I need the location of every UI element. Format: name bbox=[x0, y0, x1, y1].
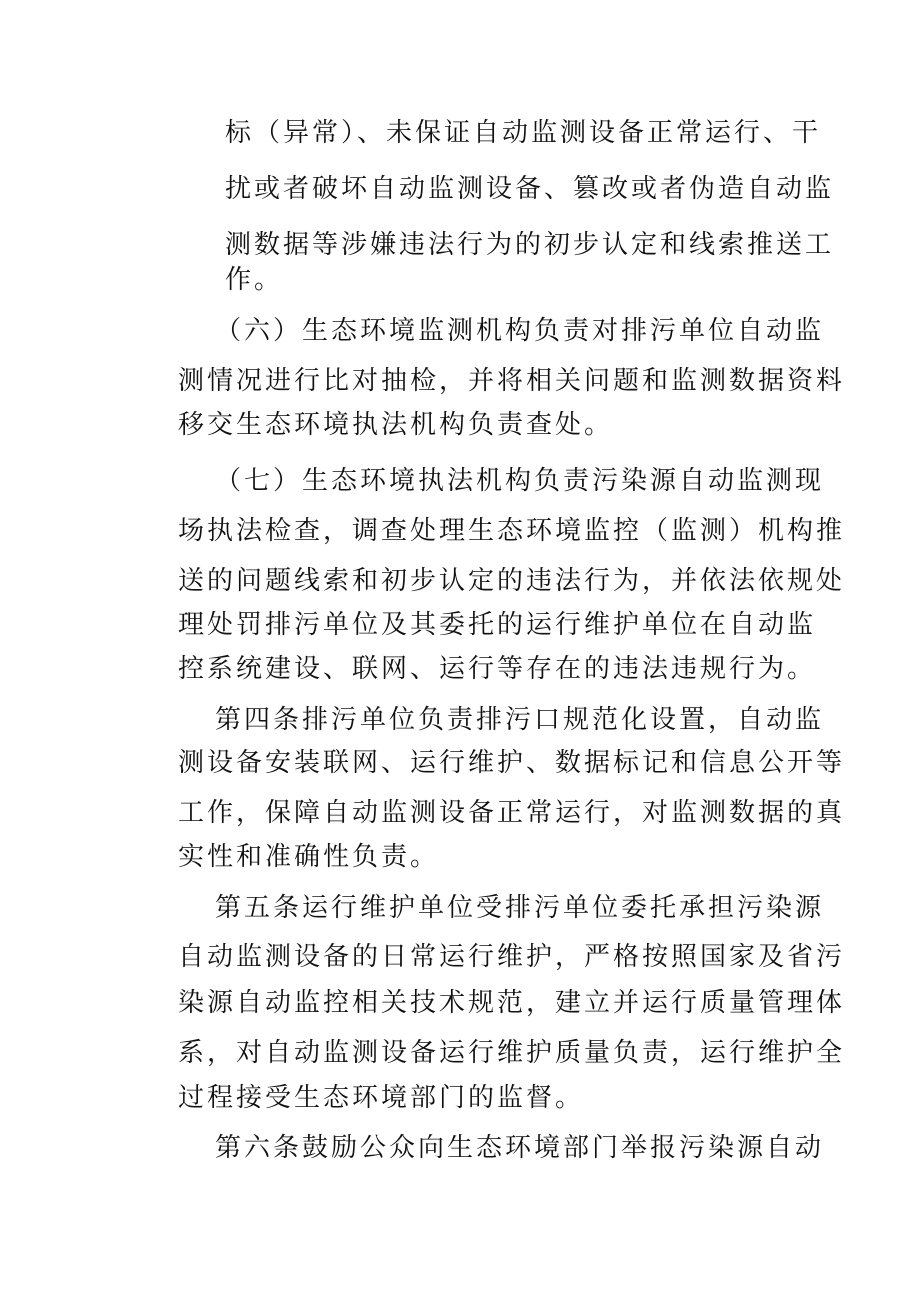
text-line: （六）生态环境监测机构负责对排污单位自动监 bbox=[215, 316, 825, 346]
text-line: 测情况进行比对抽检，并将相关问题和监测数据资料 bbox=[178, 366, 846, 396]
text-line: （七）生态环境执法机构负责污染源自动监测现 bbox=[215, 466, 825, 496]
text-line: 扰或者破坏自动监测设备、篡改或者伪造自动监 bbox=[225, 174, 835, 204]
text-line: 实性和准确性负责。 bbox=[178, 842, 440, 872]
text-line: 测数据等涉嫌违法行为的初步认定和线索推送工 bbox=[225, 230, 835, 260]
text-line: 系，对自动监测设备运行维护质量负责，运行维护全 bbox=[178, 1038, 846, 1068]
text-line: 标（异常）、未保证自动监测设备正常运行、干 bbox=[225, 118, 822, 148]
text-line: 送的问题线索和初步认定的违法行为，并依法依规处 bbox=[178, 566, 846, 596]
text-line: 第四条排污单位负责排污口规范化设置，自动监 bbox=[215, 705, 825, 735]
text-line: 作。 bbox=[225, 265, 284, 295]
text-line: 理处罚排污单位及其委托的运行维护单位在自动监 bbox=[178, 610, 817, 640]
text-line: 控系统建设、联网、运行等存在的违法违规行为。 bbox=[178, 654, 817, 684]
text-line: 过程接受生态环境部门的监督。 bbox=[178, 1083, 585, 1113]
text-line: 移交生态环境执法机构负责查处。 bbox=[178, 410, 614, 440]
text-line: 染源自动监控相关技术规范，建立并运行质量管理体 bbox=[178, 988, 846, 1018]
text-line: 自动监测设备的日常运行维护，严格按照国家及省污 bbox=[178, 942, 846, 972]
text-line: 场执法检查，调查处理生态环境监控（监测）机构推 bbox=[178, 516, 846, 546]
text-line: 第六条鼓励公众向生态环境部门举报污染源自动 bbox=[215, 1133, 825, 1163]
text-line: 测设备安装联网、运行维护、数据标记和信息公开等 bbox=[178, 748, 846, 778]
text-line: 工作，保障自动监测设备正常运行，对监测数据的真 bbox=[178, 798, 846, 828]
text-line: 第五条运行维护单位受排污单位委托承担污染源 bbox=[215, 893, 825, 923]
